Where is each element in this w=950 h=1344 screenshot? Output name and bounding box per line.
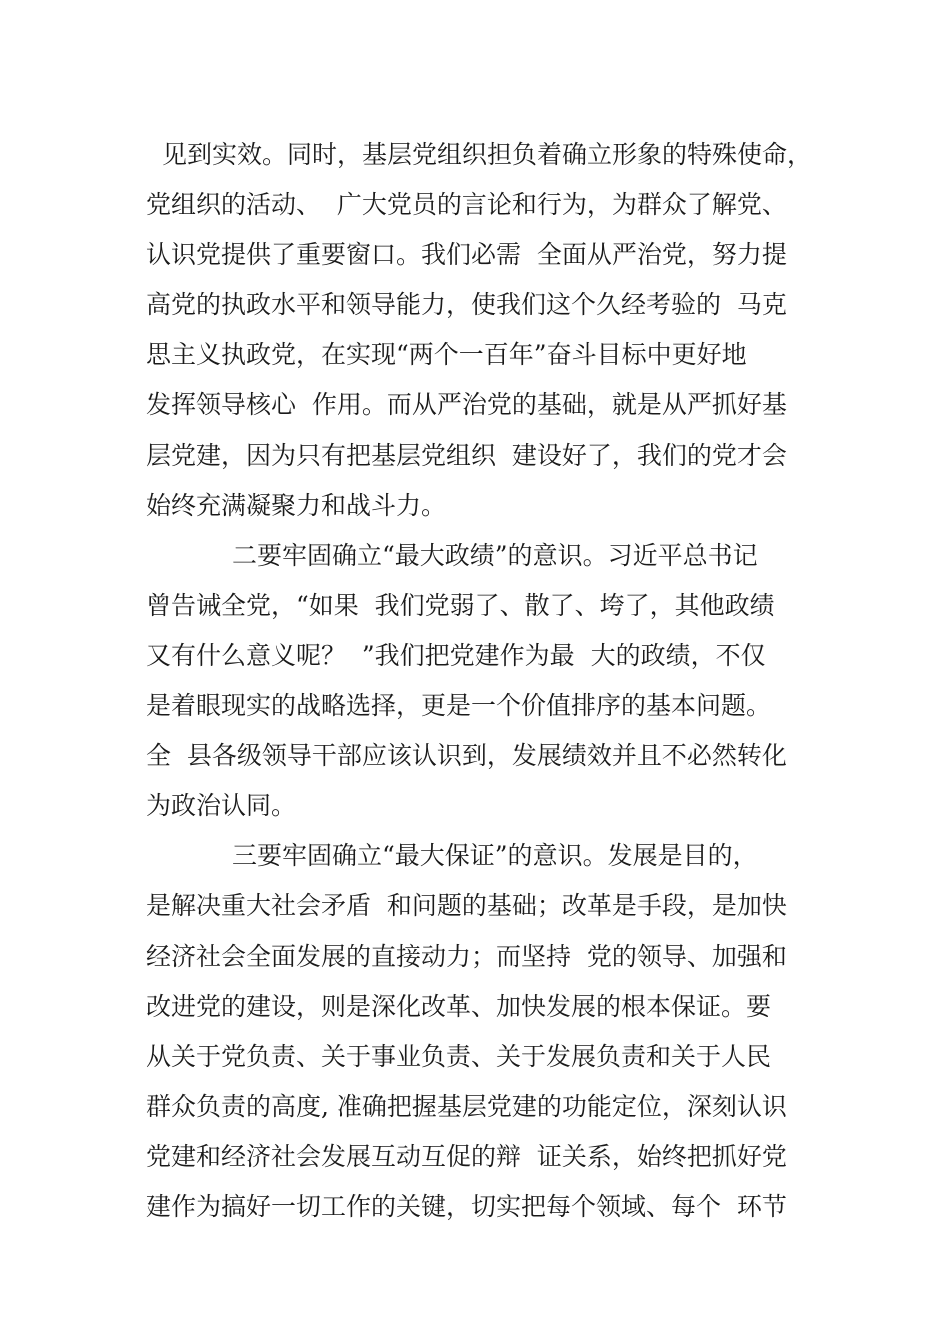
text-line: 是着眼现实的战略选择，更是一个价值排序的基本问题。 — [146, 691, 772, 721]
text-line: 为政治认同。 — [146, 791, 297, 821]
text-line: 党组织的活动、 广大党员的言论和行为，为群众了解党、 — [146, 190, 787, 220]
text-line: 见到实效。同时，基层党组织担负着确立形象的特殊使命， — [162, 140, 813, 169]
text-line: 建作为搞好一切工作的关键，切实把每个领域、每个 环节 — [146, 1191, 787, 1221]
text-line: 曾告诫全党，“如果 我们党弱了、散了、垮了，其他政绩 — [146, 590, 775, 620]
text-line: 思主义执政党，在实现“两个一百年”奋斗目标中更好地 — [146, 340, 747, 370]
text-line: 改进党的建设，则是深化改革、加快发展的根本保证。要 — [146, 991, 772, 1021]
text-line: 是解决重大社会矛盾 和问题的基础；改革是手段，是加快 — [146, 891, 787, 921]
text-line: 始终充满凝聚力和战斗力。 — [146, 490, 447, 520]
text-line: 经济社会全面发展的直接动力；而坚持 党的领导、加强和 — [146, 941, 787, 971]
text-line: 又有什么意义呢？ ”我们把党建作为最 大的政绩，不仅 — [146, 640, 766, 670]
text-line: 高党的执政水平和领导能力，使我们这个久经考验的 马克 — [146, 290, 787, 320]
paragraph-first-line: 三要牢固确立“最大保证”的意识。发展是目的， — [232, 841, 758, 871]
text-line: 层党建，因为只有把基层党组织 建设好了，我们的党才会 — [146, 440, 787, 470]
paragraph-first-line: 二要牢固确立“最大政绩”的意识。习近平总书记 — [232, 540, 758, 570]
text-line: 群众负责的高度, 准确把握基层党建的功能定位，深刻认识 — [146, 1091, 787, 1121]
body-text — [146, 130, 818, 1232]
text-line: 认识党提供了重要窗口。我们必需 全面从严治党，努力提 — [146, 240, 787, 270]
text-line: 党建和经济社会发展互动互促的辩 证关系，始终把抓好党 — [146, 1141, 787, 1171]
text-line: 全 县各级领导干部应该认识到，发展绩效并且不必然转化 — [146, 741, 787, 771]
text-line: 从关于党负责、关于事业负责、关于发展负责和关于人民 — [146, 1041, 772, 1071]
text-line: 发挥领导核心 作用。而从严治党的基础，就是从严抓好基 — [146, 390, 787, 420]
